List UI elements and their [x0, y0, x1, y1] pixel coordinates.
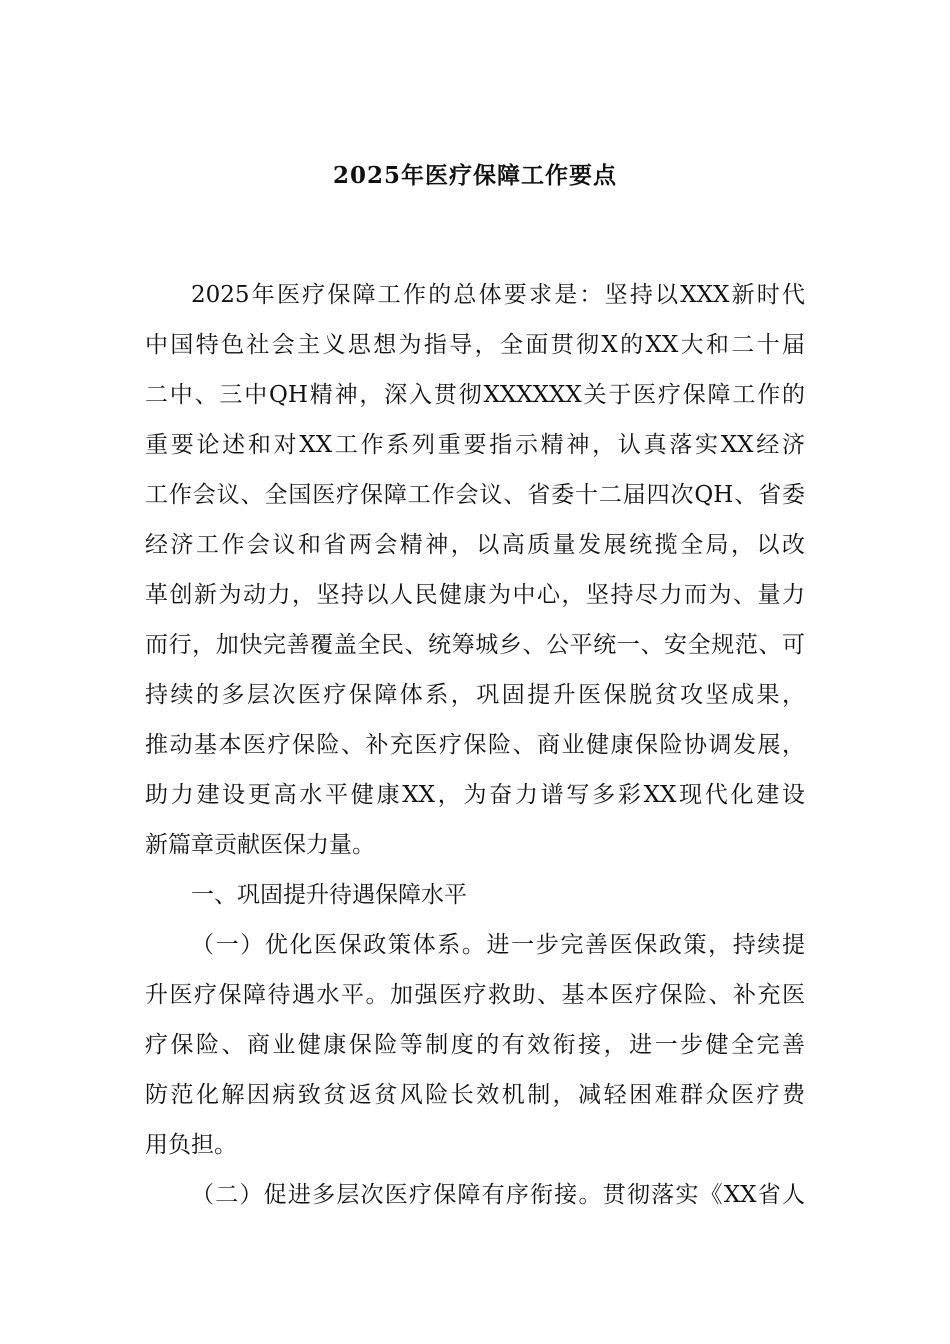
section-heading: 一、巩固提升待遇保障水平: [191, 882, 467, 908]
document-title: 2025年医疗保障工作要点: [332, 162, 617, 189]
paragraph-general-requirements: [145, 270, 805, 870]
paragraph-line: （二）促进多层次医疗保障有序衔接。贯彻落实《XX省人: [191, 1182, 805, 1208]
paragraph-line: 防范化解因病致贫返贫风险长效机制，减轻困难群众医疗费: [145, 1082, 805, 1108]
paragraph-multilevel-coordination: [145, 1170, 805, 1220]
paragraph-line: 持续的多层次医疗保障体系，巩固提升医保脱贫攻坚成果，: [145, 682, 805, 708]
paragraph-line: 推动基本医疗保险、补充医疗保险、商业健康保险协调发展，: [145, 732, 805, 758]
document-body: [145, 270, 805, 1220]
paragraph-line: 升医疗保障待遇水平。加强医疗救助、基本医疗保险、补充医: [145, 982, 805, 1008]
paragraph-line: 助力建设更高水平健康XX，为奋力谱写多彩XX现代化建设: [145, 782, 805, 808]
paragraph-line: 用负担。: [145, 1132, 237, 1158]
paragraph-line: （一）优化医保政策体系。进一步完善医保政策，持续提: [191, 932, 805, 958]
paragraph-line: 重要论述和对XX工作系列重要指示精神，认真落实XX经济: [145, 432, 805, 458]
paragraph-line: 革创新为动力，坚持以人民健康为中心，坚持尽力而为、量力: [145, 582, 805, 608]
paragraph-optimize-policy: [145, 920, 805, 1170]
paragraph-line: 经济工作会议和省两会精神，以高质量发展统揽全局，以改: [145, 532, 805, 558]
paragraph-line: 疗保险、商业健康保险等制度的有效衔接，进一步健全完善: [145, 1032, 805, 1058]
paragraph-line: 二中、三中QH精神，深入贯彻XXXXXX关于医疗保障工作的: [145, 382, 805, 408]
paragraph-line: 新篇章贡献医保力量。: [145, 832, 375, 858]
paragraph-line: 2025年医疗保障工作的总体要求是：坚持以XXX新时代: [191, 282, 805, 308]
paragraph-line: 而行，加快完善覆盖全民、统筹城乡、公平统一、安全规范、可: [145, 632, 805, 658]
paragraph-line: 中国特色社会主义思想为指导，全面贯彻X的XX大和二十届: [145, 332, 805, 358]
paragraph-line: 工作会议、全国医疗保障工作会议、省委十二届四次QH、省委: [145, 482, 805, 508]
